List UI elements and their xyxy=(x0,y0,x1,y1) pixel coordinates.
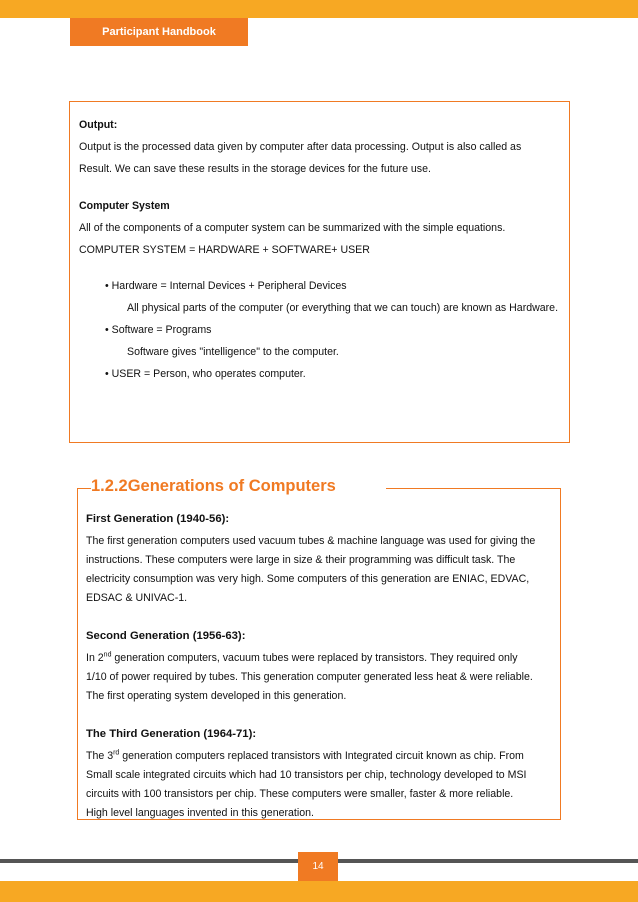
third-generation-heading: The Third Generation (1964-71): xyxy=(86,728,257,740)
header-tab: Participant Handbook xyxy=(70,18,248,46)
second-generation-line: The first operating system developed in this generation. xyxy=(86,690,347,702)
first-generation-heading: First Generation (1940-56): xyxy=(86,513,230,525)
output-heading: Output: xyxy=(79,119,118,131)
third-generation-line: High level languages invented in this generation. xyxy=(86,807,314,819)
title-rule-left xyxy=(77,488,92,489)
first-generation-line: instructions. These computers were large in size & their programming was difficult task. The xyxy=(86,554,516,566)
third-generation-line: Small scale integrated circuits which had 10 transistors per chip, technology developed to MSI xyxy=(86,769,527,781)
bullet-software-desc: Software gives "intelligence" to the computer. xyxy=(127,346,339,358)
generations-box xyxy=(77,488,561,820)
computer-system-heading: Computer System xyxy=(79,200,170,212)
bullet-user: • USER = Person, who operates computer. xyxy=(105,368,306,380)
second-generation-line: In 2nd generation computers, vacuum tubes were replaced by transistors. They required only xyxy=(86,651,518,664)
top-bar xyxy=(0,0,638,18)
footer-rule-left xyxy=(0,859,298,863)
bullet-hardware: • Hardware = Internal Devices + Peripheral Devices xyxy=(105,280,347,292)
second-generation-line: 1/10 of power required by tubes. This generation computer generated less heat & were reliable. xyxy=(86,671,533,683)
output-text-line-2: Result. We can save these results in the storage devices for the future use. xyxy=(79,163,431,175)
page-number: 14 xyxy=(298,852,338,881)
first-generation-line: EDSAC & UNIVAC-1. xyxy=(86,592,188,604)
third-generation-line: circuits with 100 transistors per chip. These computers were smaller, faster & more reliable. xyxy=(86,788,514,800)
section-title: 1.2.2Generations of Computers xyxy=(91,477,342,496)
second-generation-heading: Second Generation (1956-63): xyxy=(86,630,246,642)
first-generation-line: electricity consumption was very high. Some computers of this generation are ENIAC, EDVAC, xyxy=(86,573,530,585)
bullet-hardware-desc: All physical parts of the computer (or everything that we can touch) are known as Hardware. xyxy=(127,302,559,314)
bottom-bar xyxy=(0,881,638,902)
output-text-line-1: Output is the processed data given by computer after data processing. Output is also called as xyxy=(79,141,522,153)
title-rule-right xyxy=(386,488,561,489)
computer-system-equation: COMPUTER SYSTEM = HARDWARE + SOFTWARE+ USER xyxy=(79,244,370,256)
bullet-software: • Software = Programs xyxy=(105,324,212,336)
computer-system-text: All of the components of a computer system can be summarized with the simple equations. xyxy=(79,222,506,234)
third-generation-line: The 3rd generation computers replaced transistors with Integrated circuit known as chip. From xyxy=(86,749,524,762)
first-generation-line: The first generation computers used vacuum tubes & machine language was used for giving the xyxy=(86,535,536,547)
output-system-box xyxy=(69,101,570,443)
footer-rule-right xyxy=(338,859,638,863)
